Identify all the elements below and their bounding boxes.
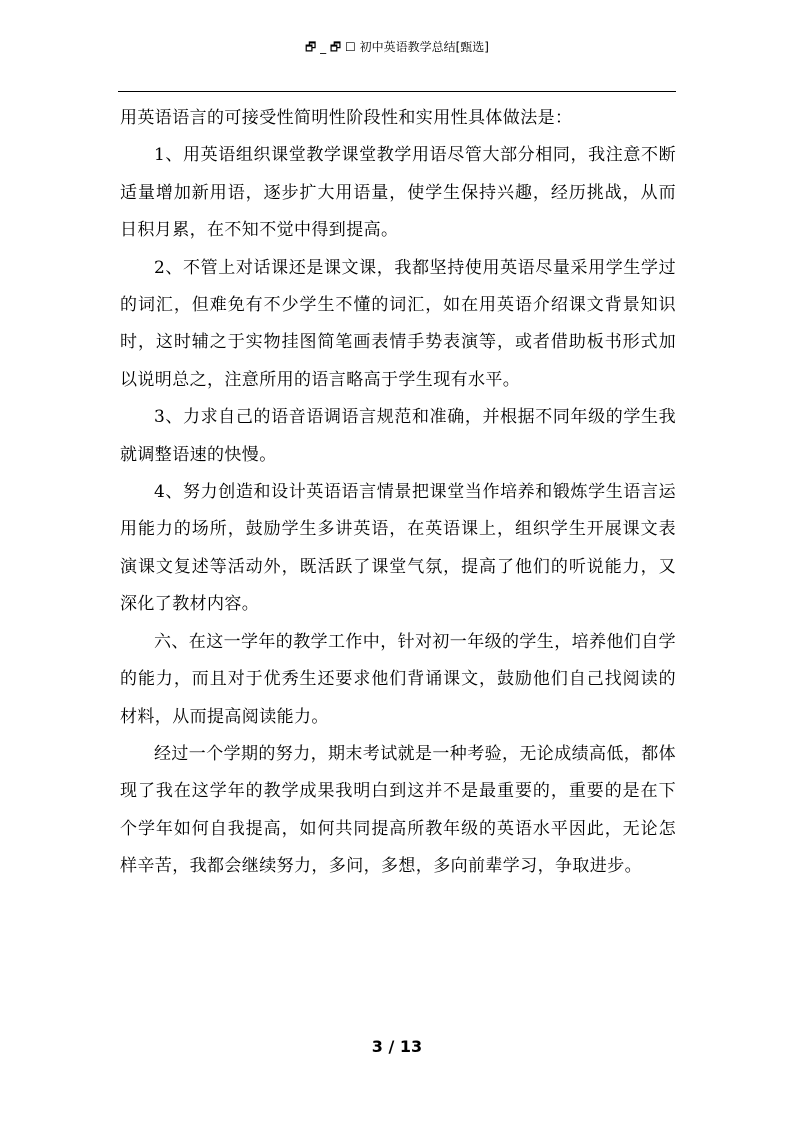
paragraph: 3、力求自己的语音语调语言规范和准确，并根据不同年级的学生我就调整语速的快慢。 <box>120 407 676 465</box>
paragraph: 经过一个学期的努力，期末考试就是一种考验，无论成绩高低，都体现了我在这学年的教学成果我明白到这并不是最重要的，重要的是在下个学年如何自我提高，如何共同提高所教年级的英语水平因此，无论怎样辛苦，我都会继续努力，多问，多想，多向前辈学习，争取进步。 <box>120 743 676 877</box>
paragraph: 2、不管上对话课还是课文课，我都坚持使用英语尽量采用学生学过的词汇，但难免有不少学生不懂的词汇，如在用英语介绍课文背景知识时，这时辅之于实物挂图简笔画表情手势表演等，或者借助板书形式加以说明总之，注意所用的语言略高于学生现有水平。 <box>120 257 676 390</box>
page-number: 3 / 13 <box>371 1037 423 1056</box>
page-header <box>118 38 676 60</box>
paragraph: 1、用英语组织课堂教学课堂教学用语尽管大部分相同，我注意不断适量增加新用语，逐步扩大用语量，使学生保持兴趣，经历挑战，从而日积月累，在不知不觉中得到提高。 <box>120 145 676 241</box>
page-footer <box>0 1037 794 1057</box>
document-body <box>120 100 676 886</box>
paragraph-continuation: 用英语语言的可接受性简明性阶段性和实用性具体做法是： <box>120 108 573 128</box>
header-divider <box>118 91 676 92</box>
paragraph: 4、努力创造和设计英语语言情景把课堂当作培养和锻炼学生语言运用能力的场所，鼓励学生多讲英语，在英语课上，组织学生开展课文表演课文复述等活动外，既活跃了课堂气氛，提高了他们的听说能力，又深化了教材内容。 <box>120 482 676 615</box>
paragraph: 六、在这一学年的教学工作中，针对初一年级的学生，培养他们自学的能力，而且对于优秀生还要求他们背诵课文，鼓励他们自己找阅读的材料，从而提高阅读能力。 <box>120 631 676 727</box>
header-title: 🗗 _ 🗗 ☐ 初中英语教学总结[甄选] <box>305 40 489 54</box>
